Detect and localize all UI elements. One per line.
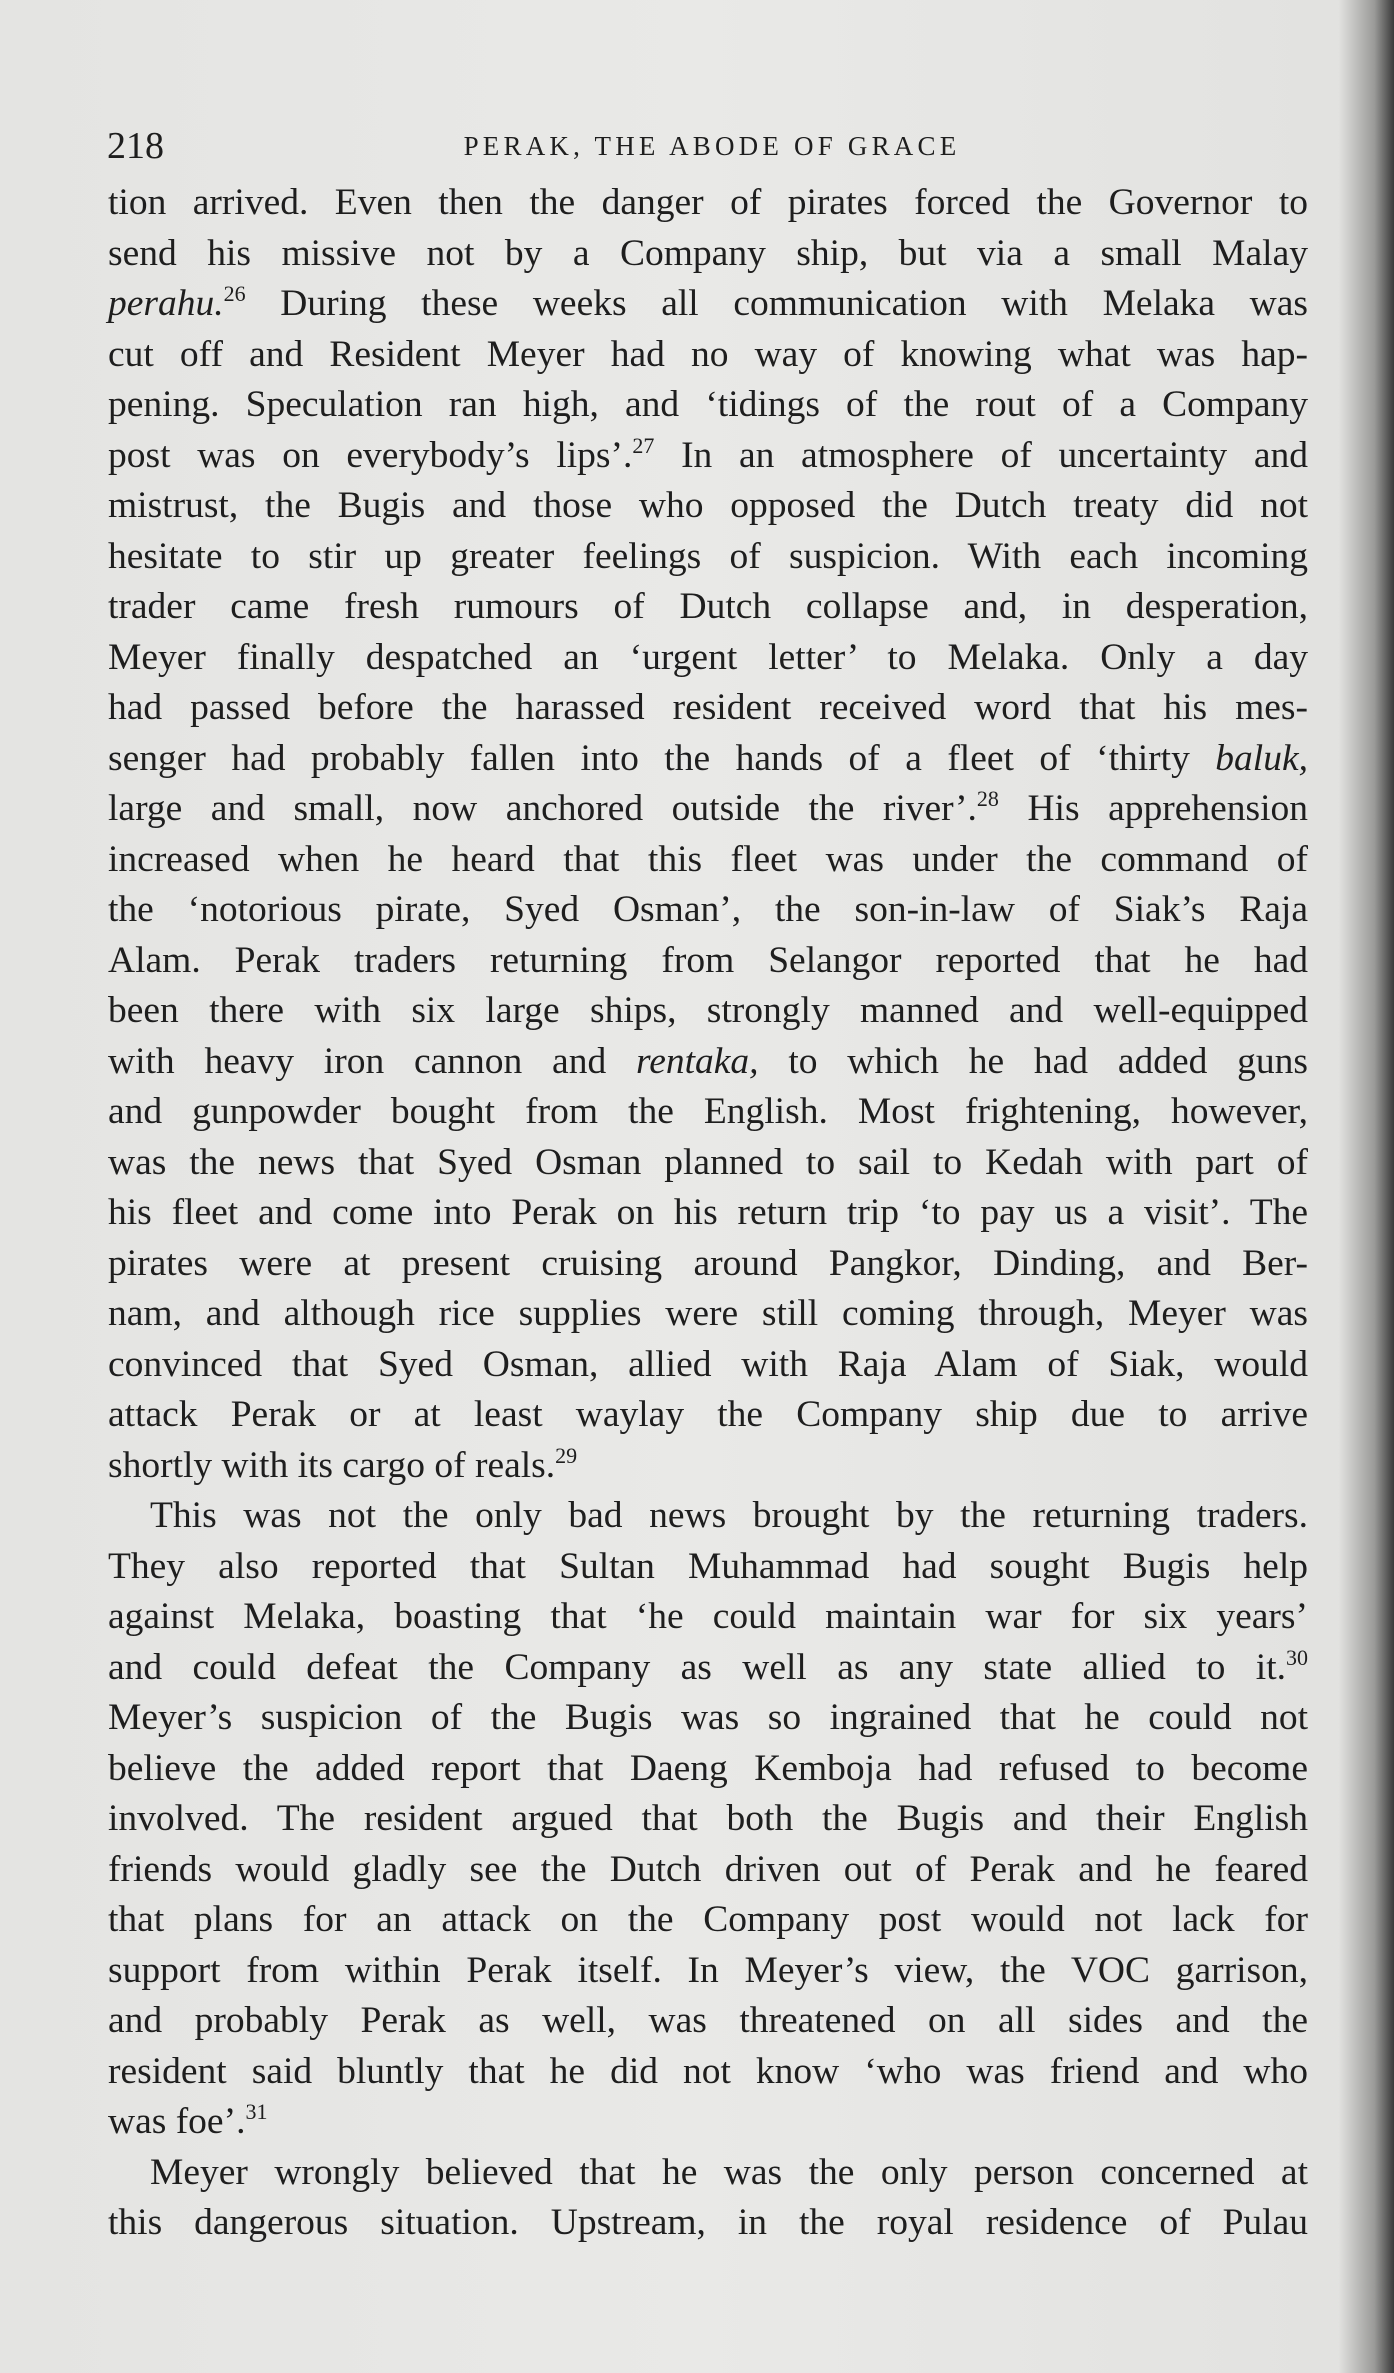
text-run: his fleet and come into Perak on his return trip ‘to pay us a visit’. The (108, 1192, 1308, 1233)
text-run: this dangerous situation. Upstream, in the royal residence of Pulau (108, 2202, 1308, 2243)
italic-term: rentaka, (636, 1040, 759, 1082)
text-run: trader came fresh rumours of Dutch collapse and, in desperation, (108, 586, 1308, 627)
text-run: They also reported that Sultan Muhammad had sought Bugis help (108, 1545, 1308, 1587)
text-run: against Melaka, boasting that ‘he could maintain war for six years’ (108, 1596, 1308, 1637)
text-run: was the news that Syed Osman planned to sail to Kedah with part of (108, 1141, 1308, 1183)
text-run: pening. Speculation ran high, and ‘tidings of the rout of a Company (108, 384, 1308, 425)
text-line (108, 1239, 1308, 1290)
text-run: believe the added report that Daeng Kemboja had refused to become (108, 1747, 1308, 1789)
text-run: In an atmosphere of uncertainty and (654, 434, 1309, 476)
text-line (108, 481, 1308, 532)
footnote-marker: 30 (1286, 1644, 1308, 1670)
text-run: hesitate to stir up greater feelings of suspicion. With each incoming (108, 535, 1308, 577)
text-run: with heavy iron cannon and (108, 1040, 636, 1082)
footnote-marker: 29 (555, 1442, 578, 1468)
text-line (108, 1794, 1308, 1845)
text-line (108, 2097, 1308, 2148)
text-line (108, 1441, 1308, 1492)
paragraph (108, 1491, 1308, 2148)
text-run: His apprehension (998, 788, 1309, 829)
text-line (108, 178, 1308, 229)
text-run: been there with six large ships, strongly manned and well-equipped (108, 990, 1308, 1031)
text-line (108, 633, 1308, 684)
footnote-marker: 28 (976, 786, 999, 811)
footnote-marker: 31 (245, 2099, 268, 2124)
text-run: the ‘notorious pirate, Syed Osman’, the son-in-law of Siak’s Raja (108, 889, 1308, 930)
text-line (108, 784, 1308, 835)
text-line (108, 1643, 1308, 1694)
text-line (108, 734, 1308, 785)
text-line (108, 1491, 1308, 1542)
text-run: Meyer finally despatched an ‘urgent letter’ to Melaka. Only a day (108, 636, 1308, 678)
text-run: nam, and although rice supplies were still coming through, Meyer was (108, 1293, 1308, 1334)
text-line (108, 1390, 1308, 1441)
text-line (108, 380, 1308, 431)
text-run: Alam. Perak traders returning from Selangor reported that he had (108, 939, 1308, 981)
text-line (108, 1037, 1308, 1088)
text-line (108, 2047, 1308, 2098)
text-line (108, 229, 1308, 280)
text-run: and could defeat the Company as well as any state allied to it. (108, 1646, 1286, 1688)
text-run: that plans for an attack on the Company post would not lack for (108, 1899, 1308, 1940)
text-run: friends would gladly see the Dutch driven out of Perak and he feared (108, 1848, 1308, 1890)
text-line (108, 1340, 1308, 1391)
text-run: large and small, now anchored outside the river’. (108, 788, 977, 829)
text-run: support from within Perak itself. In Meyer’s view, the VOC garrison, (108, 1949, 1308, 1991)
text-line (108, 1895, 1308, 1946)
text-run: During these weeks all communication with Melaka was (245, 283, 1308, 324)
footnote-marker: 27 (632, 432, 655, 458)
text-run: attack Perak or at least waylay the Company ship due to arrive (108, 1394, 1308, 1435)
footnote-marker: 26 (223, 281, 246, 306)
text-line (108, 683, 1308, 734)
text-run: Meyer wrongly believed that he was the only person concerned at (150, 2151, 1308, 2193)
text-line (108, 1188, 1308, 1239)
italic-term: perahu. (108, 283, 224, 324)
text-run: senger had probably fallen into the hands of a fleet of ‘thirty (108, 737, 1216, 779)
text-line (108, 1138, 1308, 1189)
text-line (108, 2148, 1308, 2199)
text-run: mistrust, the Bugis and those who opposed the Dutch treaty did not (108, 485, 1308, 526)
text-line (108, 1542, 1308, 1593)
text-run: tion arrived. Even then the danger of pirates forced the Governor to (108, 182, 1308, 223)
text-run: This was not the only bad news brought by the returning traders. (150, 1495, 1308, 1536)
text-run: increased when he heard that this fleet was under the command of (108, 838, 1308, 880)
text-run: involved. The resident argued that both the Bugis and their English (108, 1798, 1308, 1839)
text-run: resident said bluntly that he did not know ‘who was friend and who (108, 2050, 1308, 2092)
text-line (108, 2198, 1308, 2249)
paragraph (108, 2148, 1308, 2249)
text-line (108, 1845, 1308, 1896)
text-line (108, 431, 1308, 482)
text-run: was foe’. (108, 2101, 246, 2142)
text-line (108, 835, 1308, 886)
text-run: to which he had added guns (758, 1040, 1309, 1082)
text-run: and gunpowder bought from the English. Most frightening, however, (108, 1091, 1308, 1132)
text-run: post was on everybody’s lips’. (108, 434, 633, 476)
text-line (108, 1744, 1308, 1795)
text-line (108, 279, 1308, 330)
text-line (108, 1289, 1308, 1340)
text-line (108, 936, 1308, 987)
italic-term: baluk, (1215, 737, 1308, 779)
text-line (108, 1946, 1308, 1997)
text-run: cut off and Resident Meyer had no way of knowing what was hap- (108, 333, 1308, 375)
body-text (108, 178, 1308, 2249)
text-run: pirates were at present cruising around Pangkor, Dinding, and Ber- (108, 1242, 1308, 1284)
page-number: 218 (107, 125, 164, 167)
text-line (108, 582, 1308, 633)
text-run: and probably Perak as well, was threatened on all sides and the (108, 2000, 1308, 2041)
running-title: PERAK, THE ABODE OF GRACE (463, 131, 961, 161)
text-line (108, 532, 1308, 583)
text-line (108, 986, 1308, 1037)
paragraph (108, 178, 1308, 1491)
text-run: send his missive not by a Company ship, but via a small Malay (108, 232, 1308, 274)
text-line (108, 1693, 1308, 1744)
text-line (108, 330, 1308, 381)
text-run: convinced that Syed Osman, allied with Raja Alam of Siak, would (108, 1343, 1308, 1385)
text-run: shortly with its cargo of reals. (108, 1444, 556, 1486)
text-run: had passed before the harassed resident received word that his mes- (108, 687, 1308, 728)
text-line (108, 1592, 1308, 1643)
text-line (108, 1087, 1308, 1138)
text-run: Meyer’s suspicion of the Bugis was so ingrained that he could not (108, 1697, 1308, 1738)
text-line (108, 885, 1308, 936)
text-line (108, 1996, 1308, 2047)
